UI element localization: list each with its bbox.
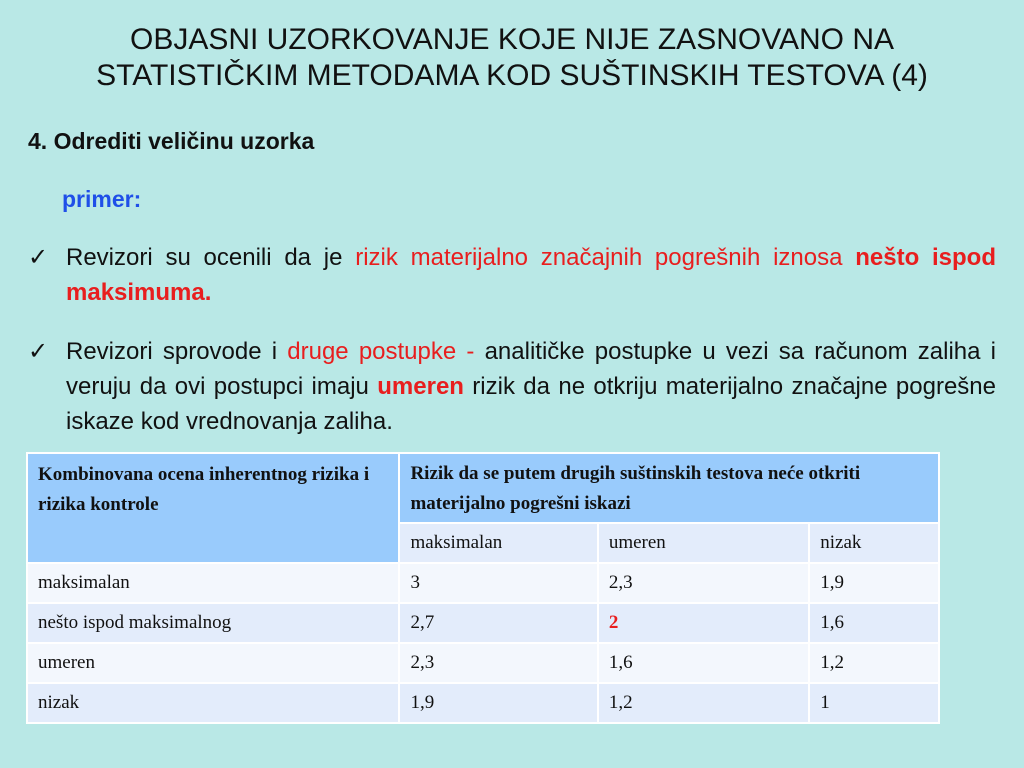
checkmark-icon: ✓ — [28, 244, 49, 271]
bullet-item-2 — [28, 334, 996, 444]
table-row-label: maksimalan — [27, 563, 399, 603]
table-header-row — [27, 453, 939, 523]
bullet-text-2 — [66, 334, 996, 439]
table-cell: 1,6 — [809, 603, 939, 643]
bullet-2-text: Revizori sprovode i — [66, 338, 288, 365]
title-line-2: STATISTIČKIM METODAMA KOD SUŠTINSKIH TESTOVA (4) — [96, 59, 928, 92]
bullet-1-text: Revizori su ocenili da je — [66, 244, 356, 271]
table-header-combined-risk: Kombinovana ocena inherentnog rizika i rizika kontrole — [27, 453, 399, 563]
table-cell: 1,9 — [809, 563, 939, 603]
title-line-1: OBJASNI UZORKOVANJE KOJE NIJE ZASNOVANO NA — [129, 23, 895, 56]
table-cell: 1,2 — [598, 683, 809, 723]
section-subheading: 4. Odrediti veličinu uzorka — [28, 128, 315, 154]
table-row-label: nizak — [27, 683, 399, 723]
risk-table — [26, 452, 940, 724]
table-subheader-cell: nizak — [809, 523, 939, 563]
checkmark-icon: ✓ — [28, 338, 49, 365]
bullet-1-red-text: rizik materijalno značajnih pogrešnih iznosa — [355, 244, 856, 271]
table-subheader-cell: maksimalan — [399, 523, 597, 563]
table-row — [27, 603, 939, 643]
table-cell: 3 — [399, 563, 597, 603]
table-row-label: umeren — [27, 643, 399, 683]
example-label: primer: — [62, 186, 142, 212]
table-cell: 2,3 — [598, 563, 809, 603]
table-row-label: nešto ispod maksimalnog — [27, 603, 399, 643]
table-row — [27, 683, 939, 723]
bullet-2-text-end: rizik da ne otkriju materijalno značajne pogrešne iskaze kod vrednovanja zaliha. — [66, 373, 996, 435]
table-row — [27, 643, 939, 683]
table-cell: 1,2 — [809, 643, 939, 683]
bullet-2-text-cont: analitičke postupke u vezi sa računom zaliha i veruju da ovi postupci imaju — [66, 338, 996, 400]
table-header-detection-risk: Rizik da se putem drugih suštinskih testova neće otkriti materijalno pogrešni iskazi — [399, 453, 939, 523]
table-cell: 1,9 — [399, 683, 597, 723]
slide-title — [0, 22, 1024, 94]
table-cell: 1 — [809, 683, 939, 723]
bullet-2-red-text: druge postupke - — [287, 338, 485, 365]
table-cell: 2,7 — [399, 603, 597, 643]
table-cell: 1,6 — [598, 643, 809, 683]
table-cell-highlighted: 2 — [598, 603, 809, 643]
bullet-item-1 — [28, 240, 996, 310]
bullet-text-1 — [66, 240, 996, 310]
table-row — [27, 563, 939, 603]
table-cell: 2,3 — [399, 643, 597, 683]
table-subheader-cell: umeren — [598, 523, 809, 563]
bullet-2-emphasis: umeren — [377, 373, 464, 400]
bullet-1-emphasis: nešto ispod maksimuma. — [66, 244, 996, 306]
